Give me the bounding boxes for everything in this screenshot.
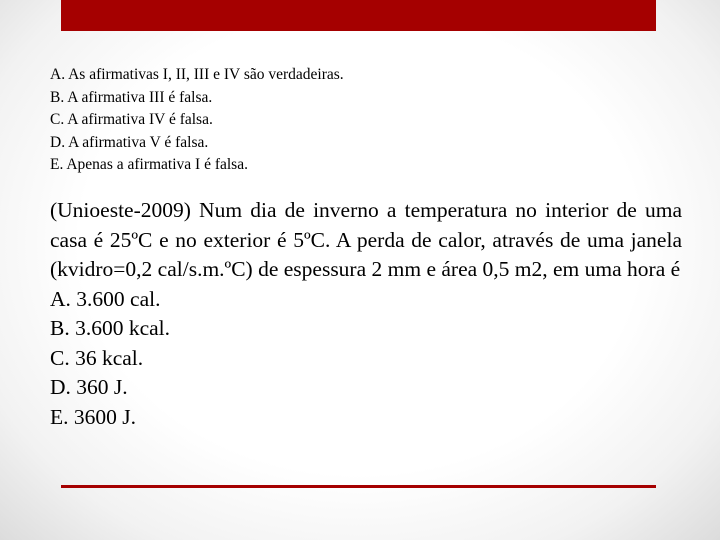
previous-option-a: A. As afirmativas I, II, III e IV são verdadeiras. <box>50 66 344 83</box>
question-option-a: A. 3.600 cal. <box>50 286 161 311</box>
question-text: (Unioeste-2009) Num dia de inverno a temperatura no interior de uma casa é 25ºC e no exterior é 5ºC. A perda de calor, através de uma janela (kvidro=0,2 cal/s.m.ºC) de espessura 2 mm e área 0,5 m2, em uma hora é <box>50 198 682 281</box>
previous-option-b: B. A afirmativa III é falsa. <box>50 88 213 106</box>
question-option-e: E. 3600 J. <box>50 404 136 429</box>
question-option-d: D. 360 J. <box>50 375 128 399</box>
question-option-b: B. 3.600 kcal. <box>50 316 171 340</box>
question-option-c: C. 36 kcal. <box>50 345 144 370</box>
bottom-accent-line <box>61 485 656 488</box>
question-block <box>50 196 682 432</box>
previous-question-options <box>50 64 650 177</box>
top-accent-bar <box>61 0 656 31</box>
previous-option-c: C. A afirmativa IV é falsa. <box>50 111 213 128</box>
previous-option-d: D. A afirmativa V é falsa. <box>50 133 209 151</box>
previous-option-e: E. Apenas a afirmativa I é falsa. <box>50 156 248 173</box>
